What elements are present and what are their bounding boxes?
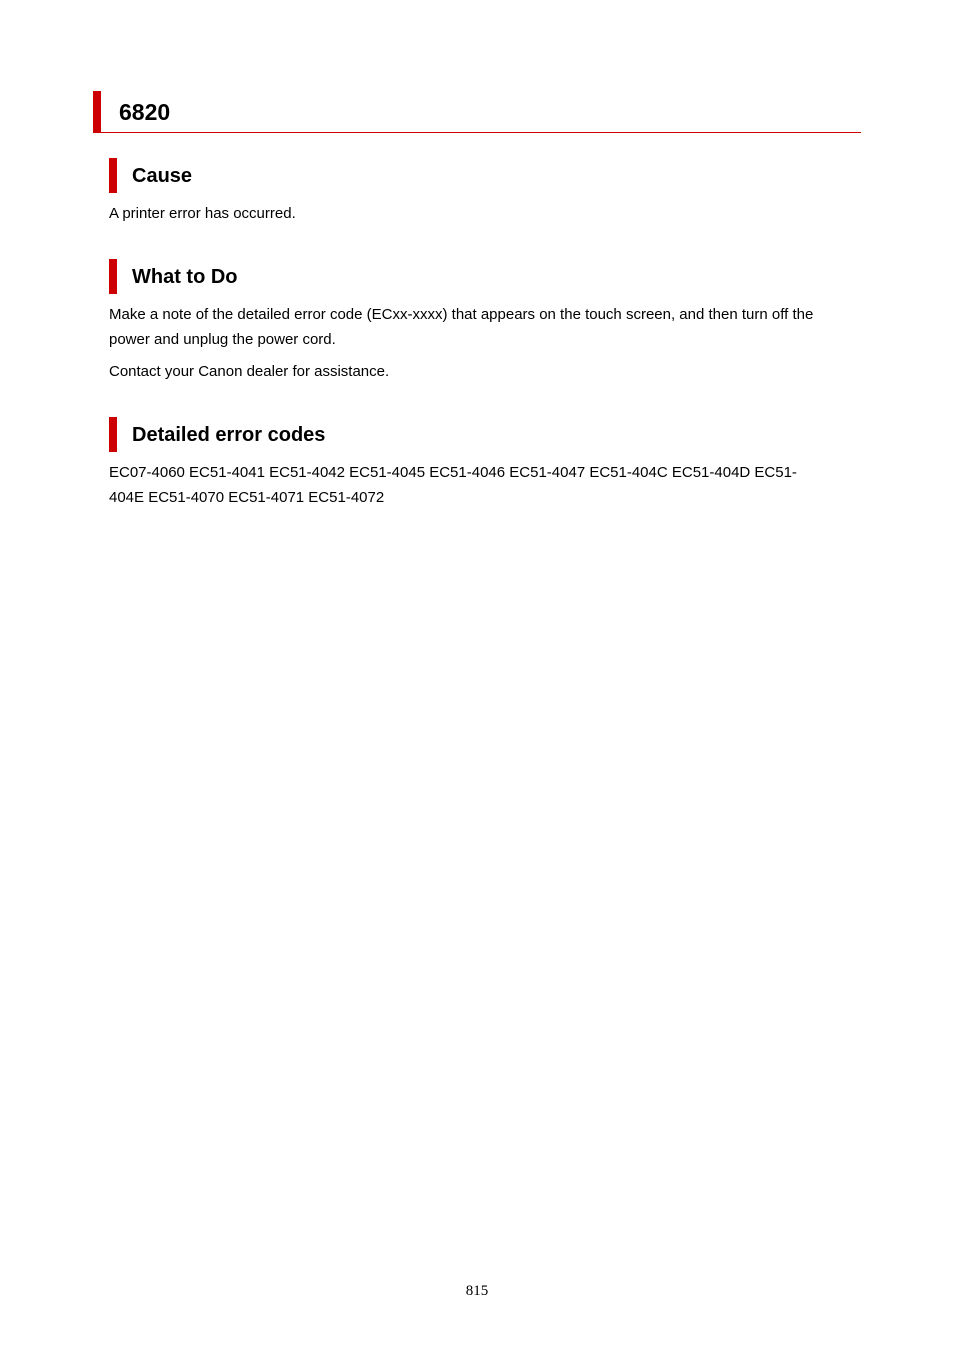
title-accent-bar bbox=[93, 91, 101, 133]
what-to-do-paragraph: Make a note of the detailed error code (ECxx-xxxx) that appears on the touch screen, and then turn off the power and unplug the power cord. bbox=[109, 306, 814, 348]
heading-accent-bar bbox=[109, 259, 117, 294]
heading-accent-bar bbox=[109, 158, 117, 193]
error-codes-paragraph: EC07-4060 EC51-4041 EC51-4042 EC51-4045 EC51-4046 EC51-4047 EC51-404C EC51-404D EC51-404E EC51-4070 EC51-4071 EC51-4072 bbox=[109, 464, 797, 506]
section-heading-what-to-do bbox=[109, 259, 849, 294]
cause-paragraph: A printer error has occurred. bbox=[109, 205, 296, 222]
page-title bbox=[93, 91, 861, 133]
page-title-text: 6820 bbox=[119, 99, 171, 125]
page-number: 815 bbox=[465, 1283, 489, 1299]
section-heading-text: Cause bbox=[132, 165, 193, 187]
section-heading-text: What to Do bbox=[132, 266, 238, 288]
what-to-do-paragraph: Contact your Canon dealer for assistance. bbox=[109, 363, 390, 380]
heading-accent-bar bbox=[109, 417, 117, 452]
section-heading-detailed-error-codes bbox=[109, 417, 849, 452]
section-heading-cause bbox=[109, 158, 849, 193]
section-heading-text: Detailed error codes bbox=[132, 424, 326, 446]
